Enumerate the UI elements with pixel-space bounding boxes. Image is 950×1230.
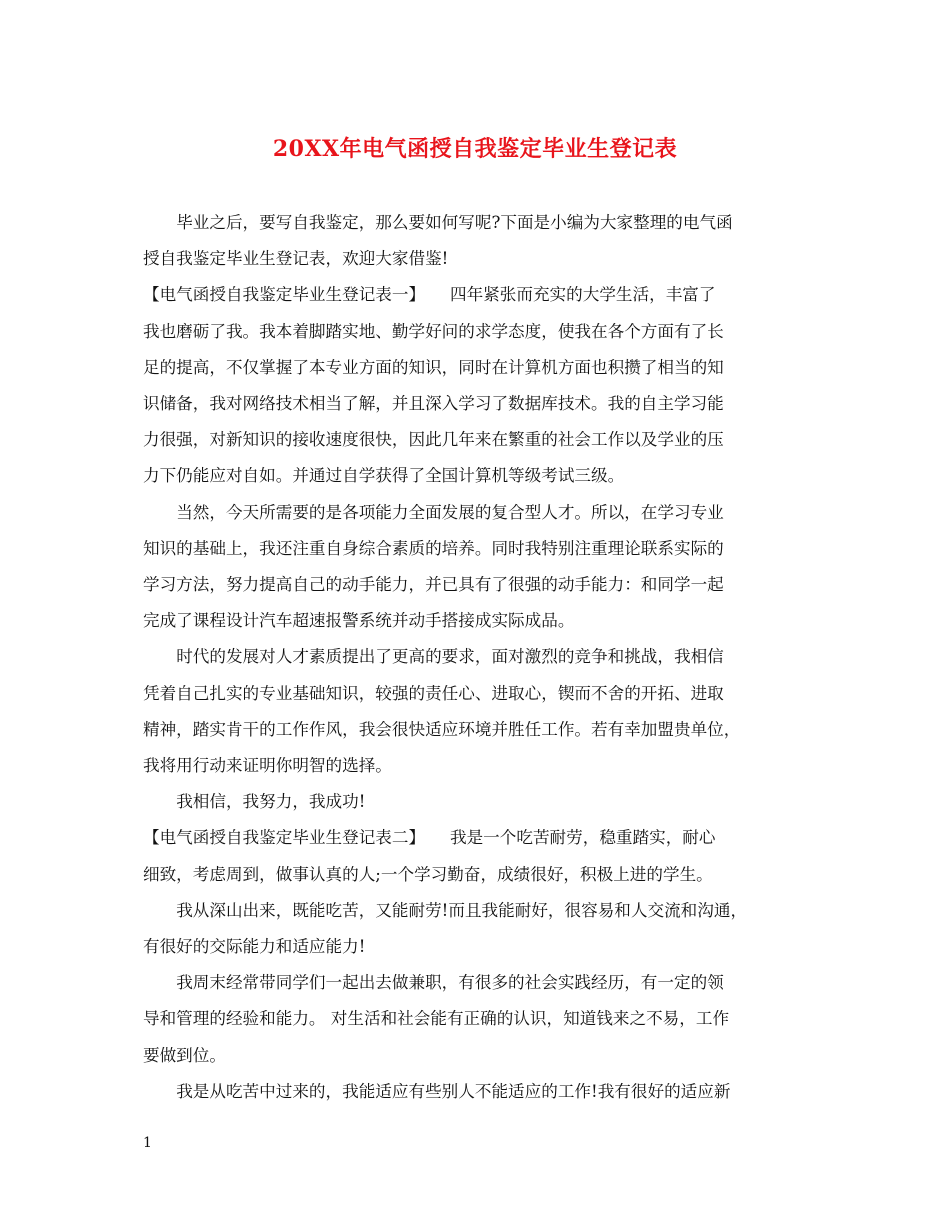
paragraph-line: 时代的发展对人才素质提出了更高的要求，面对激烈的竞争和挑战，我相信 — [176, 647, 724, 667]
paragraph-line: 细致，考虑周到，做事认真的人;一个学习勤奋，成绩很好，积极上进的学生。 — [143, 864, 713, 884]
paragraph-line: 有很好的交际能力和适应能力! — [143, 937, 366, 957]
paragraph-line: 我将用行动来证明你明智的选择。 — [143, 756, 392, 776]
document-body — [143, 205, 823, 1110]
paragraph-line: 我相信，我努力，我成功! — [176, 792, 366, 812]
section-heading-line: 【电气函授自我鉴定毕业生登记表一】 四年紧张而充实的大学生活，丰富了 — [143, 285, 716, 305]
paragraph-line: 要做到位。 — [143, 1045, 226, 1065]
document-title: 20XX年电气函授自我鉴定毕业生登记表 — [272, 136, 678, 162]
paragraph-line: 毕业之后，要写自我鉴定，那么要如何写呢?下面是小编为大家整理的电气函 — [176, 213, 733, 232]
paragraph-line: 凭着自己扎实的专业基础知识，较强的责任心、进取心，锲而不舍的开拓、进取 — [143, 683, 724, 703]
paragraph-line: 当然，今天所需要的是各项能力全面发展的复合型人才。所以，在学习专业 — [176, 502, 724, 522]
paragraph-line: 我周末经常带同学们一起出去做兼职，有很多的社会实践经历，有一定的领 — [176, 973, 724, 993]
paragraph-line: 学习方法，努力提高自己的动手能力，并已具有了很强的动手能力：和同学一起 — [143, 575, 724, 595]
paragraph-line: 精神，踏实肯干的工作作风，我会很快适应环境并胜任工作。若有幸加盟贵单位， — [143, 719, 741, 739]
paragraph-line: 知识的基础上，我还注重自身综合素质的培养。同时我特别注重理论联系实际的 — [143, 538, 724, 558]
page-number: 1 — [143, 1135, 152, 1151]
paragraph-line: 导和管理的经验和能力。 对生活和社会能有正确的认识，知道钱来之不易，工作 — [143, 1009, 730, 1029]
paragraph-line: 我是从吃苦中过来的，我能适应有些别人不能适应的工作!我有很好的适应新 — [176, 1081, 731, 1101]
paragraph-line: 力下仍能应对自如。并通过自学获得了全国计算机等级考试三级。 — [143, 466, 625, 486]
paragraph-line: 力很强，对新知识的接收速度很快，因此几年来在繁重的社会工作以及学业的压 — [143, 430, 724, 450]
paragraph-line: 我从深山出来，既能吃苦，又能耐劳!而且我能耐好，很容易和人交流和沟通， — [176, 900, 748, 920]
paragraph-line: 授自我鉴定毕业生登记表，欢迎大家借鉴! — [143, 249, 449, 269]
paragraph-line: 足的提高，不仅掌握了本专业方面的知识，同时在计算机方面也积攒了相当的知 — [143, 357, 724, 377]
section-heading-line: 【电气函授自我鉴定毕业生登记表二】 我是一个吃苦耐劳，稳重踏实，耐心 — [143, 828, 716, 848]
paragraph-line: 识储备，我对网络技术相当了解，并且深入学习了数据库技术。我的自主学习能 — [143, 394, 724, 414]
paragraph-line: 我也磨砺了我。我本着脚踏实地、勤学好问的求学态度，使我在各个方面有了长 — [143, 321, 724, 341]
paragraph-line: 完成了课程设计汽车超速报警系统并动手搭接成实际成品。 — [143, 611, 575, 631]
